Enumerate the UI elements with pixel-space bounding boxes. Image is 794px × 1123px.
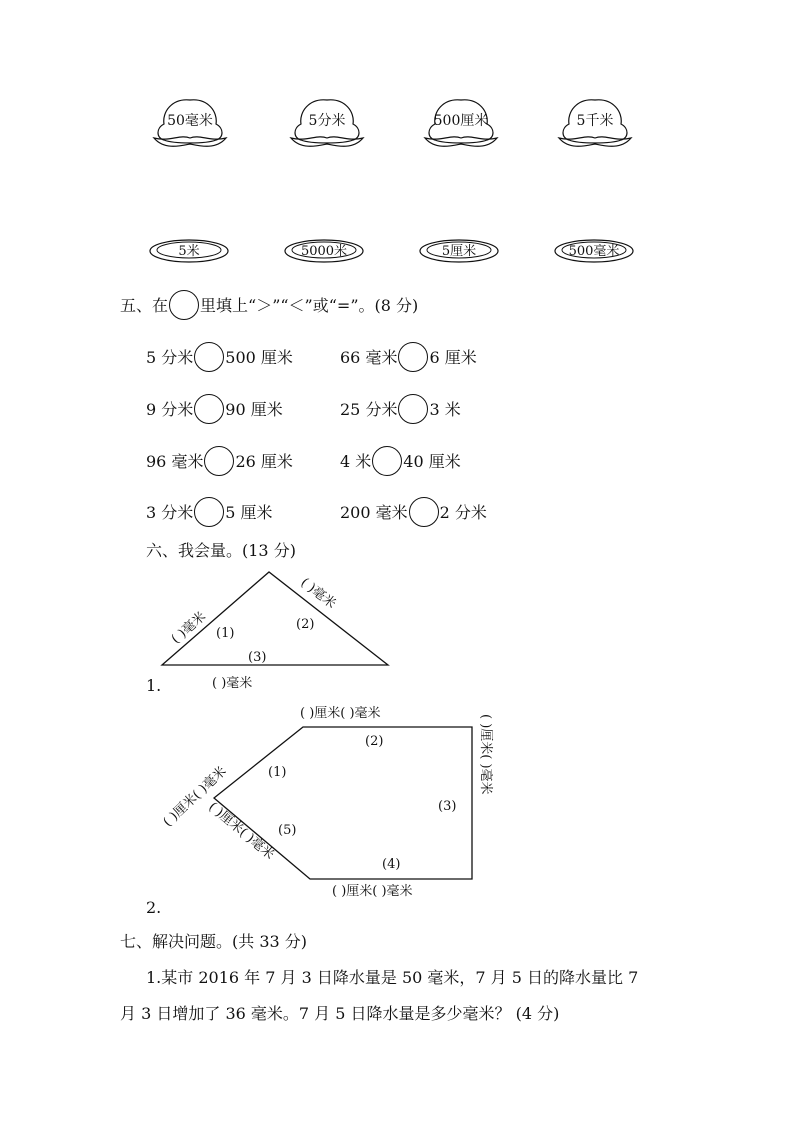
pentagon-side-label-2: (2) [365,734,384,749]
compare-right: 40 厘米 [403,452,461,471]
compare-item [340,497,487,527]
answer-circle-icon[interactable] [398,394,428,424]
compare-item [146,446,293,476]
plate-card-1 [148,238,230,264]
peach-card-3 [421,94,501,158]
answer-circle-icon[interactable] [194,497,224,527]
section-6-title: 六、我会量。(13 分) [146,541,296,560]
pentagon-shape [214,727,472,879]
compare-left: 200 毫米 [340,503,408,522]
answer-circle-icon[interactable] [398,342,428,372]
compare-right: 90 厘米 [225,400,283,419]
pentagon-side-label-5: (5) [278,823,297,838]
triangle-left-measure: ( )毫米 [168,609,210,648]
compare-left: 66 毫米 [340,348,398,367]
triangle-figure [140,562,410,697]
triangle-right-measure: ( )毫米 [297,575,339,612]
compare-right: 6 厘米 [429,348,477,367]
plate-label: 5000米 [300,244,348,259]
peach-card-1 [150,94,230,158]
section-7-title: 七、解决问题。(共 33 分) [120,932,308,951]
answer-circle-icon[interactable] [169,290,199,320]
compare-item [146,394,283,424]
pentagon-figure [150,700,510,905]
pentagon-upper-left-measure: ( )厘米( )毫米 [160,764,230,830]
problem-1-line-1: 1.某市 2016 年 7 月 3 日降水量是 50 毫米，7 月 5 日的降水量比 7 [146,968,639,987]
peach-label: 5分米 [308,113,346,129]
pentagon-right-measure: ( )厘米( )毫米 [478,714,493,795]
plate-card-4 [553,238,635,264]
compare-left: 96 毫米 [146,452,204,471]
q1-number: 1. [146,676,162,695]
compare-right: 3 米 [429,400,461,419]
triangle-side-label-2: (2) [296,617,315,632]
compare-right: 500 厘米 [225,348,293,367]
peach-card-2 [287,94,367,158]
answer-circle-icon[interactable] [194,394,224,424]
triangle-side-label-3: (3) [248,650,267,665]
compare-item [340,446,461,476]
answer-circle-icon[interactable] [194,342,224,372]
compare-left: 3 分米 [146,503,194,522]
plate-card-3 [418,238,500,264]
section-5-title-suffix: 里填上“＞”“＜”或“=”。(8 分) [200,296,419,315]
pentagon-side-label-4: (4) [382,857,401,872]
compare-left: 5 分米 [146,348,194,367]
triangle-side-label-1: (1) [216,626,235,641]
pentagon-top-measure: ( )厘米( )毫米 [300,706,381,721]
peach-label: 5千米 [576,113,614,129]
peach-label: 500厘米 [433,113,489,129]
compare-right: 2 分米 [439,503,487,522]
answer-circle-icon[interactable] [409,497,439,527]
compare-left: 25 分米 [340,400,398,419]
peach-card-4 [555,94,635,158]
compare-item [340,394,461,424]
compare-item [340,342,477,372]
q2-number: 2. [146,898,162,917]
answer-circle-icon[interactable] [204,446,234,476]
compare-item [146,497,273,527]
pentagon-side-label-3: (3) [438,799,457,814]
pentagon-bottom-measure: ( )厘米( )毫米 [332,884,413,899]
triangle-bottom-measure: ( )毫米 [212,676,253,691]
plate-label: 5厘米 [441,244,477,259]
problem-1-line-2: 月 3 日增加了 36 毫米。7 月 5 日降水量是多少毫米？ (4 分) [120,1004,560,1023]
compare-left: 4 米 [340,452,372,471]
pentagon-side-label-1: (1) [268,765,287,780]
plate-label: 500毫米 [568,244,620,259]
section-5-title-prefix: 五、在 [120,296,169,315]
plate-label: 5米 [178,244,200,259]
compare-right: 26 厘米 [235,452,293,471]
compare-left: 9 分米 [146,400,194,419]
section-5-title [120,290,418,320]
plate-card-2 [283,238,365,264]
answer-circle-icon[interactable] [372,446,402,476]
peach-label: 50毫米 [167,113,213,129]
compare-item [146,342,293,372]
pentagon-lower-left-measure: ( )厘米( )毫米 [205,799,277,863]
compare-right: 5 厘米 [225,503,273,522]
